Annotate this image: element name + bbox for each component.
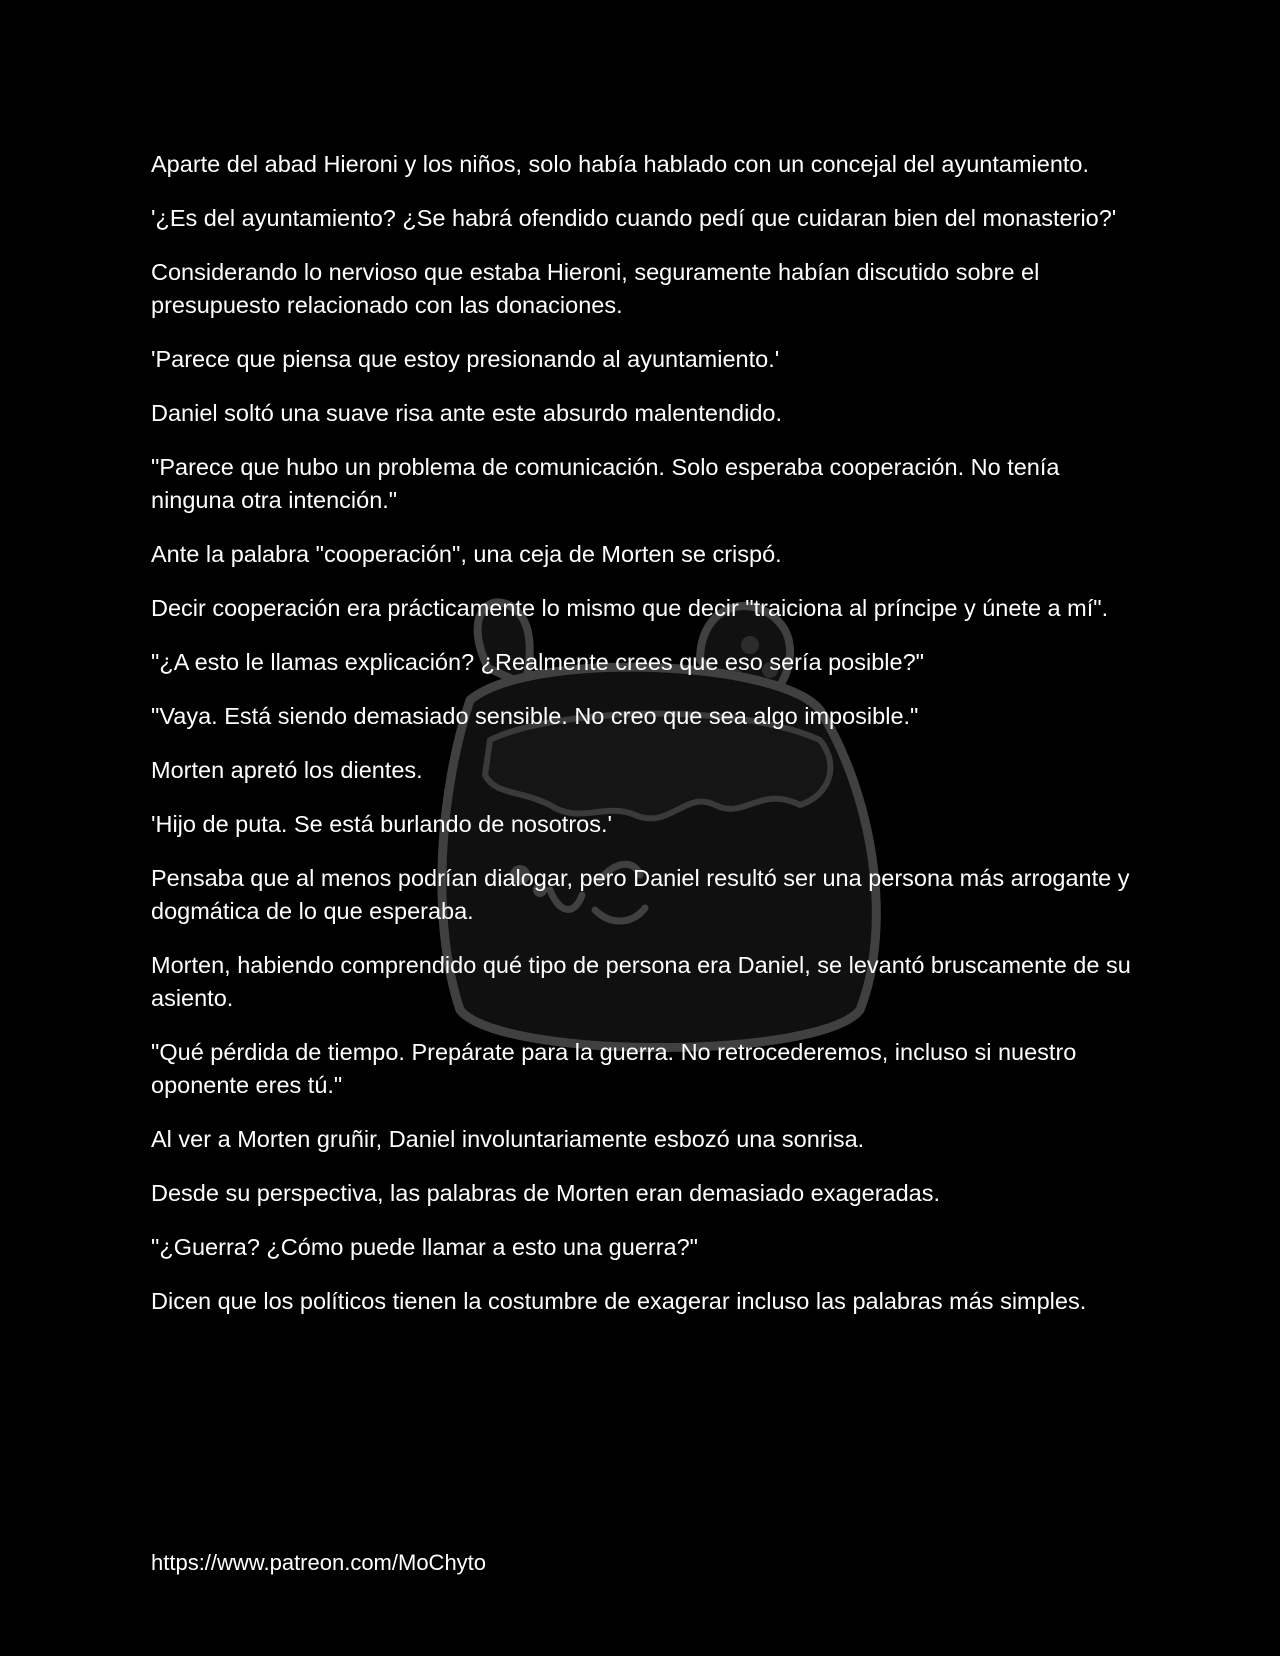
paragraph: Desde su perspectiva, las palabras de Morten eran demasiado exageradas. [151,1180,941,1206]
paragraph: "¿Guerra? ¿Cómo puede llamar a esto una guerra?" [151,1234,699,1260]
paragraph: "¿A esto le llamas explicación? ¿Realmente crees que eso sería posible?" [151,649,924,675]
paragraph: Aparte del abad Hieroni y los niños, solo había hablado con un concejal del ayuntamiento. [151,151,1090,177]
paragraph: "Parece que hubo un problema de comunicación. Solo esperaba cooperación. No tenía ninguna otra intención." [151,454,1060,513]
paragraph: '¿Es del ayuntamiento? ¿Se habrá ofendido cuando pedí que cuidaran bien del monasterio?' [151,205,1117,231]
story-text [151,148,1136,1339]
paragraph: "Qué pérdida de tiempo. Prepárate para la guerra. No retrocederemos, incluso si nuestro oponente eres tú." [151,1039,1077,1098]
paragraph: Morten, habiendo comprendido qué tipo de persona era Daniel, se levantó bruscamente de su asiento. [151,952,1131,1011]
paragraph: 'Parece que piensa que estoy presionando al ayuntamiento.' [151,346,780,372]
paragraph: Daniel soltó una suave risa ante este absurdo malentendido. [151,400,782,426]
paragraph: "Vaya. Está siendo demasiado sensible. No creo que sea algo imposible." [151,703,919,729]
paragraph: Pensaba que al menos podrían dialogar, pero Daniel resultó ser una persona más arrogante y dogmática de lo que esperaba. [151,865,1130,924]
patreon-link[interactable]: https://www.patreon.com/MoChyto [151,1550,487,1575]
paragraph: Dicen que los políticos tienen la costumbre de exagerar incluso las palabras más simples. [151,1288,1087,1314]
paragraph: Al ver a Morten gruñir, Daniel involuntariamente esbozó una sonrisa. [151,1126,865,1152]
paragraph: Morten apretó los dientes. [151,757,423,783]
paragraph: Considerando lo nervioso que estaba Hieroni, seguramente habían discutido sobre el presupuesto relacionado con las donaciones. [151,259,1040,318]
paragraph: Decir cooperación era prácticamente lo mismo que decir "traiciona al príncipe y únete a mí". [151,595,1109,621]
paragraph: Ante la palabra "cooperación", una ceja de Morten se crispó. [151,541,782,567]
paragraph: 'Hijo de puta. Se está burlando de nosotros.' [151,811,612,837]
